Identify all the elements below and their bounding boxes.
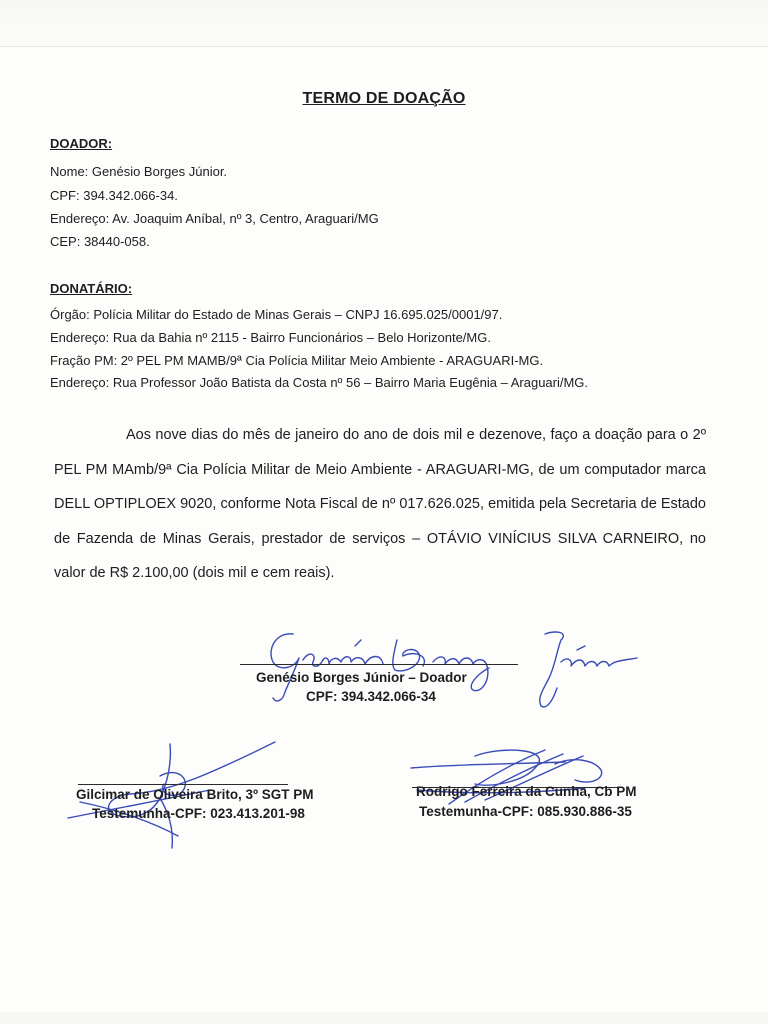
doador-cpf: CPF: 394.342.066-34. bbox=[50, 188, 178, 203]
testemunha-1-cpf: Testemunha-CPF: 023.413.201-98 bbox=[92, 806, 305, 821]
testemunha-1-name: Gilcimar de Oliveira Brito, 3º SGT PM bbox=[76, 787, 314, 802]
donatario-orgao: Órgão: Polícia Militar do Estado de Minas Gerais – CNPJ 16.695.025/0001/97. bbox=[50, 307, 503, 322]
testemunha-2-name: Rodrigo Ferreira da Cunha, Cb PM bbox=[416, 784, 637, 799]
doador-cep: CEP: 38440-058. bbox=[50, 234, 150, 249]
donatario-endereco-2: Endereço: Rua Professor João Batista da Costa nº 56 – Bairro Maria Eugênia – Araguari/MG. bbox=[50, 375, 589, 390]
scan-margin-bottom bbox=[0, 1012, 768, 1024]
doador-signature-name: Genésio Borges Júnior – Doador bbox=[256, 670, 467, 685]
doador-signature-line bbox=[240, 664, 518, 665]
donation-paragraph-text: Aos nove dias do mês de janeiro do ano de dois mil e dezenove, faço a doação para o 2º PEL PM MAmb/9ª Cia Polícia Militar de Meio Ambiente - ARAGUARI-MG, de um computador marca DELL OPTIPLOEX 9020, conforme Nota Fiscal de nº 017.626.025, emitida pela Secretaria de Estado de Fazenda de Minas Gerais, prestador de serviços – OTÁVIO VINÍCIUS SILVA CARNEIRO, no valor de R$ 2.100,00 (dois mil e cem reais). bbox=[54, 427, 706, 581]
donatario-heading: DONATÁRIO: bbox=[50, 281, 133, 296]
donation-paragraph bbox=[54, 418, 706, 591]
doador-signature-cpf: CPF: 394.342.066-34 bbox=[306, 689, 436, 704]
testemunha-1-signature-line bbox=[78, 784, 288, 785]
donatario-fracao: Fração PM: 2º PEL PM MAMB/9ª Cia Polícia Militar Meio Ambiente - ARAGUARI-MG. bbox=[50, 353, 544, 368]
doador-heading: DOADOR: bbox=[50, 136, 113, 151]
testemunha-2-cpf: Testemunha-CPF: 085.930.886-35 bbox=[419, 804, 632, 819]
doador-endereco: Endereço: Av. Joaquim Aníbal, nº 3, Centro, Araguari/MG bbox=[50, 211, 379, 226]
donatario-endereco-1: Endereço: Rua da Bahia nº 2115 - Bairro Funcionários – Belo Horizonte/MG. bbox=[50, 330, 491, 345]
doador-nome: Nome: Genésio Borges Júnior. bbox=[50, 164, 228, 179]
document-title: TERMO DE DOAÇÃO bbox=[302, 90, 466, 107]
scan-margin-top bbox=[0, 0, 768, 47]
